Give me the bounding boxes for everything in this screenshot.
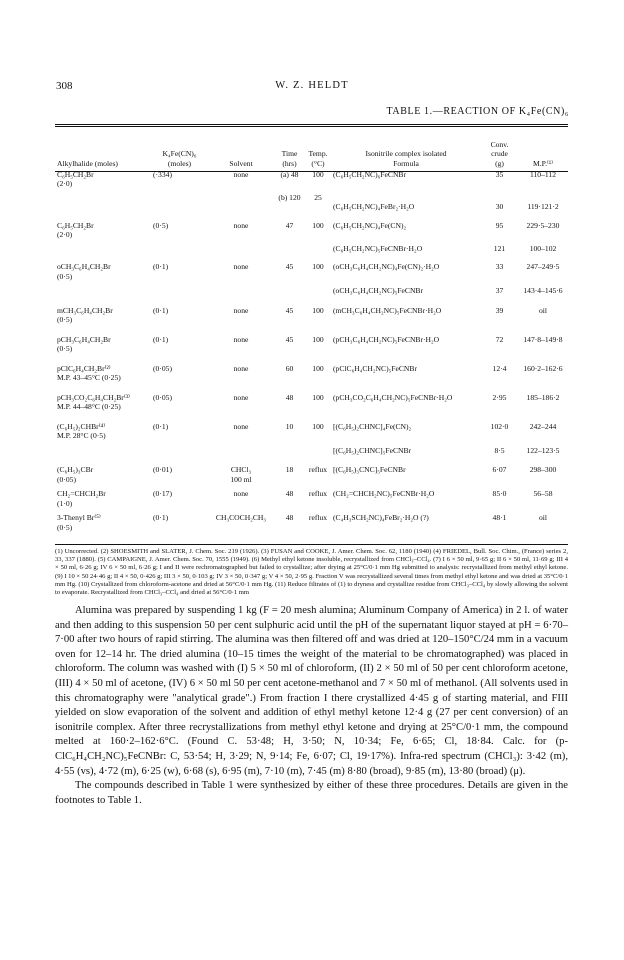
table-row: [55, 202, 568, 220]
cell-compound: pClC₆H₄CH₂Br⁽²⁾ M.P. 43–45°C (0·25): [57, 363, 121, 383]
cell-temp: 100: [312, 262, 324, 272]
reaction-table: [55, 128, 568, 532]
cell-kfe-moles: (0·5): [153, 220, 169, 230]
table-top-rule: [55, 124, 568, 125]
cell-yield: 39: [495, 305, 504, 315]
paragraph-compounds: The compounds described in Table 1 were synthesized by either of these three procedures. Details are given in the footnotes to Table 1.: [55, 780, 568, 806]
col-header-temp: Temp. (°C): [308, 149, 328, 168]
cell-solvent: none: [233, 392, 249, 402]
cell-mp: 143·4–145·6: [523, 286, 563, 296]
table-row: [55, 306, 568, 335]
col-header-mp: M.P.⁽¹⁾: [533, 158, 553, 168]
cell-solvent: none: [233, 421, 249, 431]
col-header-formula: Isonitrile complex isolated Formula: [365, 149, 447, 168]
cell-solvent: none: [233, 220, 249, 230]
cell-mp: 242–244: [529, 421, 557, 431]
cell-formula: (C₆H₅CH₂NC)₄Fe(CN)₂: [333, 220, 407, 230]
cell-yield: 33: [495, 262, 504, 272]
cell-yield: 35: [495, 170, 504, 179]
cell-kfe-moles: [151, 193, 208, 202]
cell-formula: (C₄H₃SCH₂NC)₄FeBr₂·H₂O (?): [333, 513, 429, 523]
cell-mp: 100–102: [529, 243, 557, 253]
cell-time: 45: [285, 262, 294, 272]
cell-kfe-moles: (0·17): [153, 489, 172, 499]
cell-yield: 12·4: [492, 363, 507, 373]
cell-formula: (CH₂=CHCH₂NC)₅FeCNBr·H₂O: [333, 489, 435, 499]
cell-kfe-moles: (0·1): [153, 305, 169, 315]
cell-yield: 95: [495, 220, 504, 230]
cell-compound: pCH₃C₆H₄CH₂Br (0·5): [57, 334, 111, 354]
cell-mp: [518, 193, 568, 202]
cell-solvent: none: [233, 305, 249, 315]
cell-compound: [55, 244, 151, 262]
cell-compound: [55, 193, 151, 202]
cell-temp: 25: [314, 192, 322, 202]
cell-compound: C₆H₅CH₂Br (2·0): [57, 220, 94, 240]
col-header-solvent: Solvent: [229, 158, 253, 168]
cell-time: [274, 446, 305, 465]
col-header-time: Time (hrs): [281, 149, 298, 168]
table-row: [55, 446, 568, 465]
body-text: [55, 604, 568, 809]
cell-mp: 298–300: [529, 465, 557, 475]
cell-yield: 30: [495, 202, 504, 212]
table-header-row: [55, 128, 568, 170]
cell-yield: 48·1: [492, 513, 507, 523]
cell-compound: CH₂=CHCH₂Br (1·0): [57, 489, 106, 508]
cell-temp: [305, 286, 331, 305]
cell-time: (b) 120: [278, 192, 301, 202]
cell-temp: reflux: [308, 513, 328, 523]
cell-solvent: [208, 286, 274, 305]
table-row: [55, 422, 568, 446]
cell-kfe-moles: (0·1): [153, 334, 169, 344]
cell-yield: 121: [493, 243, 506, 253]
cell-time: (a) 48: [280, 170, 299, 179]
col-header-kfe: K₄Fe(CN)₆ (moles): [162, 149, 197, 168]
cell-compound: [55, 446, 151, 465]
table-row: [55, 193, 568, 202]
cell-solvent: none: [233, 170, 249, 179]
cell-temp: [305, 446, 331, 465]
cell-formula: (mCH₃C₆H₄CH₂NC)₅FeCNBr·H₂O: [333, 305, 442, 315]
table-body: [55, 170, 568, 532]
cell-formula: [(C₆H₅)₂CHNC]₄Fe(CN)₂: [333, 421, 412, 431]
cell-formula: [331, 193, 481, 202]
cell-compound: pCH₃CO₂C₆H₄CH₂Br⁽³⁾ M.P. 44–48°C (0·25): [57, 392, 130, 412]
cell-mp: 229·5–230: [526, 220, 560, 230]
table-row: [55, 489, 568, 513]
cell-yield: [481, 193, 518, 202]
table-row: [55, 262, 568, 286]
cell-temp: reflux: [308, 465, 328, 475]
cell-solvent: none: [233, 363, 249, 373]
cell-solvent: none: [233, 262, 249, 272]
cell-temp: [305, 244, 331, 262]
table-row: [55, 170, 568, 193]
cell-formula: [(C₆H₅)₃CNC]₅FeCNBr: [333, 465, 406, 475]
table-row: [55, 244, 568, 262]
cell-formula: (pClC₆H₄CH₂NC)₅FeCNBr: [333, 363, 418, 373]
cell-kfe-moles: [151, 244, 208, 262]
table-footnotes: (1) Uncorrected. (2) SHOESMITH and SLATER, J. Chem. Soc. 219 (1926). (3) FUSAN and COOKE, J. Amer. Chem. Soc. 62, 1180 (1940) (4) FRIEDEL, Bull. Soc. Chim., (France) series 2, 33, 337 (1880). (5) CAMPAIGNE, J. Amer. Chem. Soc. 70, 1555 (1949). (6) Methyl ethyl ketone insoluble, recrystallized from CHCl₃–CCl₄. (7) I 6 × 50 ml, 9·65 g; II 6 × 50 ml, 11·69 g; III 4 × 50 ml, 6·26 g; IV 6 × 50 ml, 6·26 g; I and II were rechromatographed but failed to crystallize; after drying at 25°C/0·1 mm Hg submitted to analysis: recrystallized from methyl ethyl ketone. (9) I 10 × 50 24·46 g; II 4 × 50, 0·426 g; III 3 × 50, 0·103 g; IV 3 × 50, 0·347 g; V 4 × 50, 2·95 g. Fraction V was recrystallized several times from methyl ethyl ketone and was dried at 35°C/0·1 mm Hg. (10) Crystallized from chloroform-acetone and dried at 56°C/0·1 mm Hg. (11) Reduce filtrates of (1) to dryness and crystallize residue from CHCl₃–CCl₄ by slowly allowing the solvent to evaporate. Recrystallized from CHCl₃–CCl₄ and dried at 56°C/0·1 mm: [55, 548, 568, 597]
cell-time: [274, 286, 305, 305]
cell-yield: 2·95: [492, 392, 507, 402]
cell-kfe-moles: [151, 286, 208, 305]
col-header-yield: Conv. crude (g): [490, 139, 509, 168]
running-head: W. Z. HELDT: [275, 80, 349, 91]
cell-kfe-moles: [151, 446, 208, 465]
cell-yield: 102·0: [490, 421, 509, 431]
cell-temp: 100: [312, 305, 324, 315]
cell-kfe-moles: (0·1): [153, 421, 169, 431]
cell-formula: (oCH₃C₆H₄CH₂NC)₅FeCNBr: [333, 286, 424, 296]
page-number: 308: [56, 80, 73, 92]
cell-kfe-moles: (·334): [153, 170, 172, 179]
cell-yield: 6·07: [492, 465, 507, 475]
cell-time: 10: [285, 421, 294, 431]
cell-time: 45: [285, 305, 294, 315]
cell-kfe-moles: [151, 202, 208, 220]
cell-solvent: [208, 202, 274, 220]
cell-time: 48: [285, 513, 294, 523]
cell-compound: 3-Thenyl Br⁽⁵⁾ (0·5): [57, 513, 101, 532]
table-row: [55, 335, 568, 364]
cell-time: 48: [285, 489, 294, 499]
cell-compound: (C₆H₅)₃CBr (0·05): [57, 465, 94, 484]
cell-time: 18: [285, 465, 294, 475]
table-row: [55, 286, 568, 305]
table-bottom-rule: [55, 544, 568, 545]
cell-time: 60: [285, 363, 294, 373]
cell-compound: oCH₃C₆H₄CH₂Br (0·5): [57, 262, 111, 281]
cell-time: [274, 202, 305, 220]
table-caption: TABLE 1.—REACTION OF K₄Fe(CN)₆: [386, 106, 569, 117]
cell-solvent: [208, 446, 274, 465]
cell-kfe-moles: (0·05): [153, 392, 172, 402]
cell-time: 48: [285, 392, 294, 402]
cell-temp: [305, 202, 331, 220]
cell-kfe-moles: (0·05): [153, 363, 172, 373]
cell-solvent: none: [233, 334, 249, 344]
cell-mp: 160·2–162·6: [523, 363, 563, 373]
cell-mp: 247–249·5: [526, 262, 560, 272]
cell-compound: [55, 286, 151, 305]
table-row: [55, 465, 568, 489]
cell-mp: 147·8–149·8: [523, 334, 563, 344]
cell-temp: reflux: [308, 489, 328, 499]
cell-mp: 119·121·2: [527, 202, 559, 212]
cell-solvent: CH₃COCH₂CH₃: [215, 513, 267, 523]
cell-formula: (C₆H₅CH₂NC)₄FeBr₂·H₂O: [333, 202, 415, 212]
cell-yield: 8·5: [494, 445, 505, 455]
table-row: [55, 364, 568, 393]
cell-solvent: CHCl₃ 100 ml: [230, 465, 252, 484]
cell-mp: oil: [538, 305, 548, 315]
cell-formula: (C₆H₅CH₂NC)₅FeCNBr·H₂O: [333, 243, 423, 253]
cell-temp: 100: [312, 392, 324, 402]
cell-solvent: [208, 244, 274, 262]
cell-yield: 37: [495, 286, 504, 296]
cell-compound: C₆H₅CH₂Br (2·0): [57, 170, 94, 189]
cell-temp: 100: [312, 421, 324, 431]
cell-compound: [55, 202, 151, 220]
table-row: [55, 221, 568, 244]
cell-mp: 122–123·5: [526, 445, 560, 455]
paragraph-alumina: Alumina was prepared by suspending 1 kg (F = 20 mesh alumina; Aluminum Company of America) in 2 l. of water and then adding to this suspension 50 per cent sulphuric acid until the pH of the supernatant liquor stayed at pH = 6·70–7·00 after two hours of rapid stirring. The alumina was then filtered off and was dried at 120–150°C/24 mm in a vacuum oven for 12–14 hr. The dried alumina (10–15 times the weight of the material to be chromatographed) was placed in chloroform. The column was washed with (I) 5 × 50 ml of chloroform, (II) 2 × 50 ml of 50 per cent chloroform acetone, (III) 4 × 50 ml of acetone, (IV) 6 × 50 ml 50 per cent acetone-methanol and 7 × 50 ml of methanol. (All solvents used in this chromatography were "analytical grade".) From fraction I there crystallized 4·45 g of starting material, and FIII yielded on slow evaporation of the solvent and addition of ethyl methyl ketone 12·4 g (27 per cent conversion) of an isonitrile complex. After three recrystallizations from methyl ethyl ketone and drying at 25°C/0·1 mm, the compound melted at 160·2–162·6°C. (Found C. 53·48; H, 3·50; N, 10·34; Fe, 6·65; Cl, 18·84. Calc. for (p-ClC₆H₄CH₂NC)₅FeCNBr: C, 53·54; H, 3·29; N, 9·14; Fe, 6·07; Cl, 19·17%). Infra-red spectrum (CHCl₃): 3·42 (m), 4·55 (vs), 4·72 (m), 6·25 (w), 6·68 (s), 6·95 (m), 7·10 (m), 7·45 (m) 8·80 (broad), 9·85 (m), 13·80 (broad) (μ).: [55, 605, 568, 777]
cell-time: [274, 244, 305, 262]
cell-formula: (oCH₃C₆H₄CH₂NC)₄Fe(CN)₂·H₂O: [333, 262, 440, 272]
cell-mp: 185–186·2: [526, 392, 560, 402]
cell-kfe-moles: (0·01): [153, 465, 172, 475]
cell-compound: (C₆H₅)₂CHBr⁽⁴⁾ M.P. 28°C (0·5): [57, 421, 106, 441]
cell-time: 45: [285, 334, 294, 344]
cell-mp: 110–112: [529, 170, 556, 179]
cell-yield: 72: [495, 334, 504, 344]
cell-compound: mCH₃C₆H₄CH₂Br (0·5): [57, 305, 113, 325]
table-top-rule-2: [55, 126, 568, 127]
cell-temp: 100: [312, 220, 324, 230]
cell-temp: 100: [312, 170, 324, 179]
cell-temp: 100: [312, 334, 324, 344]
table-row: [55, 513, 568, 532]
cell-formula: (C₆H₅CH₂NC)₆FeCNBr: [333, 170, 407, 179]
cell-kfe-moles: (0·1): [153, 513, 169, 523]
cell-kfe-moles: (0·1): [153, 262, 169, 272]
cell-time: 47: [285, 220, 294, 230]
cell-temp: 100: [312, 363, 324, 373]
cell-solvent: [208, 193, 274, 202]
table-row: [55, 393, 568, 422]
cell-mp: 56–58: [533, 489, 553, 499]
cell-mp: oil: [538, 513, 548, 523]
cell-formula: (pCH₃C₆H₄CH₂NC)₅FeCNBr·H₂O: [333, 334, 440, 344]
cell-yield: 85·0: [492, 489, 507, 499]
cell-formula: (pCH₃CO₂C₆H₄CH₂NC)₅FeCNBr·H₂O: [333, 392, 453, 402]
col-header-compound: Alkylhalide (moles): [57, 158, 118, 168]
cell-solvent: none: [233, 489, 249, 499]
cell-formula: [(C₆H₅)₂CHNC]₅FeCNBr: [333, 445, 412, 455]
